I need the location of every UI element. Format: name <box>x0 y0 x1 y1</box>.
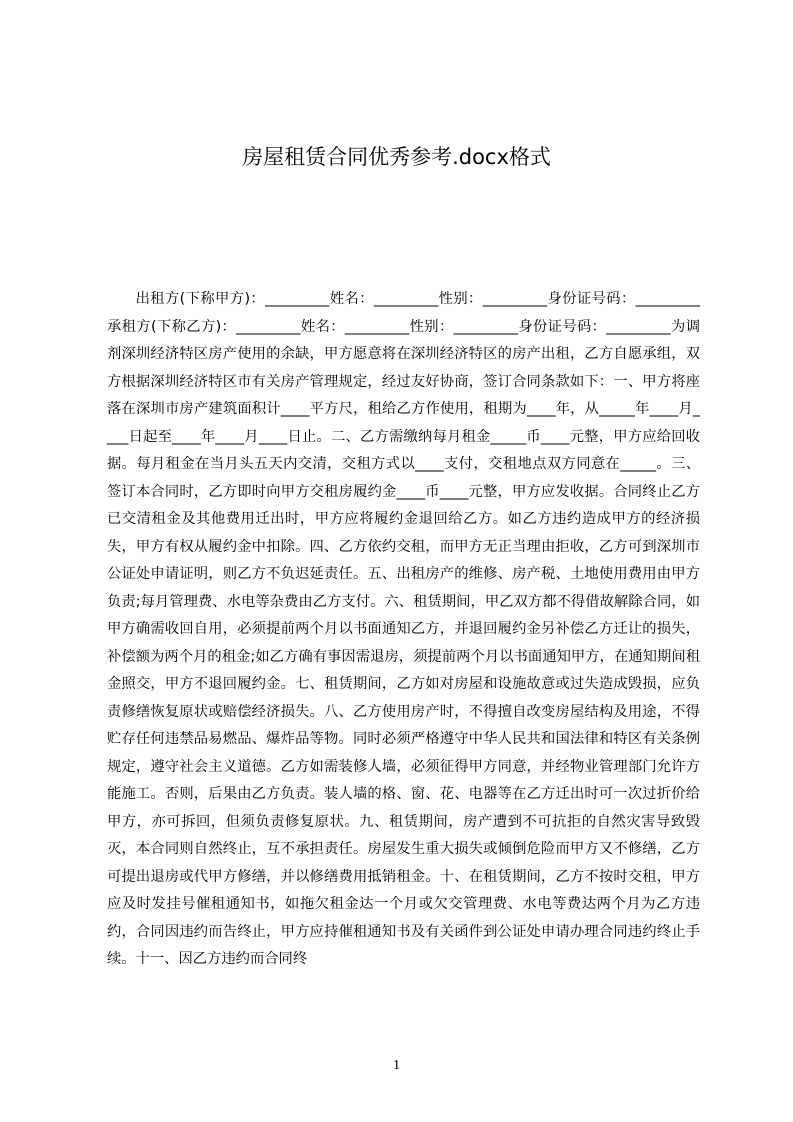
contract-paragraph: 出租方(下称甲方)：_________姓名：_________性别：_________身份证号码：_________承租方(下称乙方)：_________姓名：_________性别：_________身份证号码：_________为调剂深圳经济特区房产使用的余缺，甲方愿意将在深圳经济特区的房产出租，乙方自愿承组，双方根据深圳经济特区市有关房产管理规定，经过友好协商，签订合同条款如下：一、甲方将座落在深圳市房产建筑面积计____平方尺，租给乙方作使用，租期为____年，从_____年____月____日起至____年____月____日止。二、乙方需缴纳每月租金_____币____元整，甲方应给回收据。每月租金在当月头五天内交清，交租方式以____支付，交租地点双方同意在_____。三、签订本合同时，乙方即时向甲方交租房履约金____币____元整，甲方应发收据。合同终止乙方已交清租金及其他费用迁出时，甲方应将履约金退回给乙方。如乙方违约造成甲方的经济损失，甲方有权从履约金中扣除。四、乙方依约交租，而甲方无正当理由拒收，乙方可到深圳市公证处申请证明，则乙方不负迟延责任。五、出租房产的维修、房产税、土地使用费用由甲方负责;每月管理费、水电等杂费由乙方支付。六、租赁期间，甲乙双方都不得借故解除合同，如甲方确需收回自用，必须提前两个月以书面通知乙方，并退回履约金另补偿乙方迁让的损失，补偿额为两个月的租金;如乙方确有事因需退房，须提前两个月以书面通知甲方，在通知期间租金照交，甲方不退回履约金。七、租赁期间，乙方如对房屋和设施故意或过失造成毁损，应负责修缮恢复原状或赔偿经济损失。八、乙方使用房产时，不得擅自改变房屋结构及用途，不得贮存任何违禁品易燃品、爆炸品等物。同时必须严格遵守中华人民共和国法律和特区有关条例规定，遵守社会主义道德。乙方如需装修人墙，必须征得甲方同意，并经物业管理部门允许方能施工。否则，后果由乙方负责。装人墙的格、窗、花、电器等在乙方迁出时可一次过折价给甲方，亦可拆回，但须负责修复原状。九、租赁期间，房产遭到不可抗拒的自然灾害导致毁灭，本合同则自然终止，互不承担责任。房屋发生重大损失或倾倒危险而甲方又不修缮，乙方可提出退房或代甲方修缮，并以修缮费用抵销租金。十、在租赁期间，乙方不按时交租，甲方应及时发挂号催租通知书，如拖欠租金达一个月或欠交管理费、水电等费达两个月为乙方违约，合同因违约而告终止，甲方应持催租通知书及有关函件到公证处申请办理合同违约终止手续。十一、因乙方违约而合同终 <box>107 291 700 967</box>
page-number: 1 <box>393 1058 400 1073</box>
document-title: 房屋租赁合同优秀参考.docx格式 <box>242 145 551 169</box>
document-body <box>107 286 700 974</box>
